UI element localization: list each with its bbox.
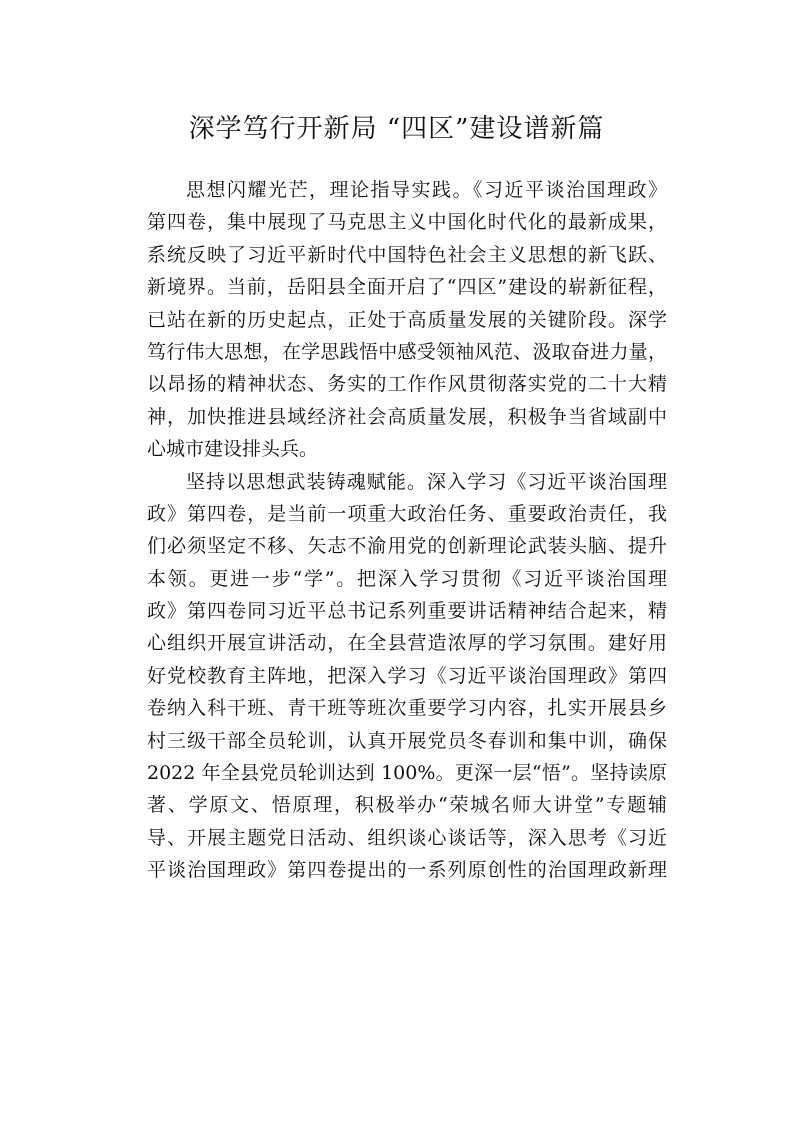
text-line: 平谈治国理政》第四卷提出的一系列原创性的治国理政新理	[147, 859, 667, 882]
text-line: 导、开展主题党日活动、组织谈心谈话等，深入思考《习近	[147, 826, 667, 849]
text-line: 们必须坚定不移、矢志不渝用党的创新理论武装头脑、提升	[147, 535, 667, 558]
text-line: 著、学原文、悟原理，积极举办“荣城名师大讲堂”专题辅	[147, 794, 667, 817]
text-line: 已站在新的历史起点，正处于高质量发展的关键阶段。深学	[147, 308, 667, 331]
paragraph	[147, 466, 667, 887]
text-line: 神，加快推进县域经济社会高质量发展，积极争当省域副中	[147, 405, 667, 428]
text-line: 卷纳入科干班、青干班等班次重要学习内容，扎实开展县乡	[147, 697, 667, 720]
text-line: 系统反映了习近平新时代中国特色社会主义思想的新飞跃、	[147, 243, 667, 266]
text-line: 以昂扬的精神状态、务实的工作作风贯彻落实党的二十大精	[147, 373, 667, 396]
text-line: 第四卷，集中展现了马克思主义中国化时代化的最新成果，	[147, 211, 667, 234]
text-line: 新境界。当前，岳阳县全面开启了“四区”建设的崭新征程，	[147, 276, 667, 299]
text-line: 笃行伟大思想，在学思践悟中感受领袖风范、汲取奋进力量，	[147, 340, 667, 363]
paragraph	[147, 174, 667, 466]
text-line: 思想闪耀光芒，理论指导实践。《习近平谈治国理政》	[186, 179, 667, 201]
text-line: 村三级干部全员轮训，认真开展党员冬春训和集中训，确保	[147, 729, 667, 752]
text-line: 政》第四卷，是当前一项重大政治任务、重要政治责任，我	[147, 502, 667, 525]
document-title: 深学笃行开新局 “四区”建设谱新篇	[188, 114, 605, 144]
document-body	[147, 174, 667, 887]
text-line: 心组织开展宣讲活动，在全县营造浓厚的学习氛围。建好用	[147, 632, 667, 655]
text-line: 坚持以思想武装铸魂赋能。深入学习《习近平谈治国理	[186, 470, 667, 493]
text-line: 心城市建设排头兵。	[147, 438, 319, 461]
text-line: 政》第四卷同习近平总书记系列重要讲话精神结合起来，精	[147, 600, 667, 623]
text-line: 2022 年全县党员轮训达到 100%。更深一层“悟”。坚持读原	[147, 762, 667, 785]
text-line: 本领。更进一步“学”。把深入学习贯彻《习近平谈治国理	[147, 567, 667, 590]
text-line: 好党校教育主阵地，把深入学习《习近平谈治国理政》第四	[147, 664, 667, 687]
